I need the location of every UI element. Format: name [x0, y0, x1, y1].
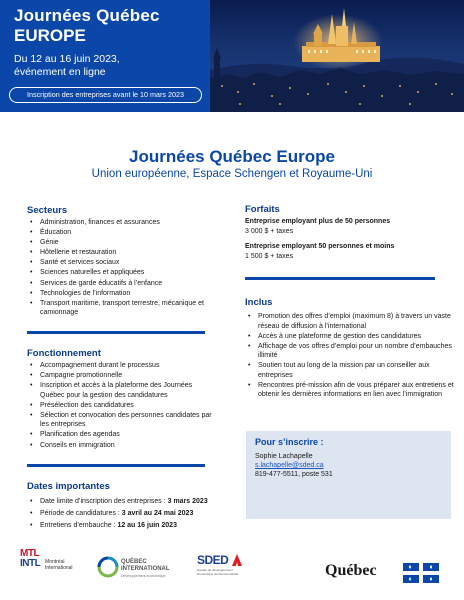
list-item: • Planification des agendas: [27, 430, 217, 440]
date-label: Date limite d’inscription des entreprises :: [40, 498, 168, 505]
contact-title: Pour s’inscrire :: [255, 437, 324, 447]
list-item: • Conseils en immigration: [27, 441, 217, 451]
contact-box: [246, 431, 451, 519]
qi-text: QUÉBEC: [121, 559, 147, 565]
list-item: • Santé et services sociaux: [27, 258, 217, 268]
sded-logo: [197, 553, 247, 589]
list-item: • Hôtellerie et restauration: [27, 248, 217, 258]
qi-text: Développement économique: [121, 574, 166, 578]
plan-price: 1 500 $ + taxes: [245, 253, 294, 260]
montreal-international-logo: [20, 549, 80, 585]
quebec-government-logo: [325, 562, 445, 586]
plan-name: Entreprise employant 50 personnes et moins: [245, 243, 395, 250]
banner-event-type: événement en ligne: [14, 66, 106, 78]
list-item: • Administration, finances et assurances: [27, 218, 217, 228]
list-item: • Rencontres pré-mission afin de vous préparer aux entretiens et obtenir les dernières informations en lien avec l’immigration: [245, 381, 455, 400]
page-title: Journées Québec Europe: [129, 147, 335, 166]
secteurs-title: Secteurs: [27, 205, 68, 216]
date-label: Période de candidatures :: [40, 509, 122, 517]
city-skyline-illustration: [210, 0, 464, 112]
list-item: • Sciences naturelles et appliquées: [27, 268, 217, 278]
quebec-international-logo: [97, 556, 182, 588]
list-item: • Soutien tout au long de la mission par un conseiller aux entreprises: [245, 361, 455, 380]
list-item: • Promotion des offres d’emploi (maximum 8) à travers un vaste réseau de diffusion à l’international: [245, 312, 455, 331]
secteurs-list: [27, 218, 217, 318]
section-divider: [27, 464, 205, 467]
mtl-text: International: [45, 565, 73, 571]
inclus-list: [245, 312, 455, 400]
list-item: • Campagne promotionnelle: [27, 371, 217, 381]
registration-deadline-badge: Inscription des entreprises avant le 10 mars 2023: [9, 87, 202, 103]
banner: [0, 0, 464, 112]
list-item: [27, 509, 242, 519]
list-item: • Présélection des candidatures: [27, 401, 217, 411]
forfaits-title: Forfaits: [245, 204, 280, 215]
list-item: • Sélection et convocation des personnes candidates par les entreprises: [27, 411, 217, 430]
qi-swirl-icon: [97, 556, 119, 578]
qi-text: INTERNATIONAL: [121, 566, 170, 572]
dates-title: Dates importantes: [27, 481, 110, 492]
list-item: • Éducation: [27, 228, 217, 238]
banner-title-europe: EUROPE: [14, 26, 86, 45]
mtl-text: Montréal: [45, 559, 65, 565]
banner-dates: Du 12 au 16 juin 2023,: [14, 53, 120, 65]
date-value: 3 mars 2023: [167, 498, 208, 505]
list-item: • Accompagnement durant le processus: [27, 361, 217, 371]
contact-email-link[interactable]: s.lachapelle@sded.ca: [255, 462, 324, 469]
dates-list: [27, 497, 242, 533]
section-divider: [27, 331, 205, 334]
banner-panel: [0, 0, 210, 112]
section-divider: [245, 277, 435, 280]
quebec-wordmark: Québec: [325, 562, 377, 579]
list-item: • Affichage de vos offres d’emploi pour un nombre d’embauches illimité: [245, 342, 455, 361]
list-item: • Services de garde éducatifs à l’enfance: [27, 279, 217, 289]
prague-night-photo: [210, 0, 464, 112]
fonctionnement-list: [27, 361, 217, 451]
list-item: • Inscription et accès à la plateforme des Journées Québec pour la gestion des candidatures: [27, 381, 217, 400]
sded-subtitle: Société de développement économique de Drummondville: [197, 568, 239, 576]
inclus-title: Inclus: [245, 297, 273, 308]
quebec-flag-icon: [403, 563, 439, 583]
list-item: [27, 497, 242, 507]
mtl-mark: MTL: [20, 548, 40, 559]
plan-name: Entreprise employant plus de 50 personnes: [245, 218, 391, 225]
date-label: Entretiens d’embauche :: [40, 521, 118, 529]
forfaits-list: [245, 217, 453, 267]
list-item: [27, 521, 242, 531]
fonctionnement-title: Fonctionnement: [27, 348, 101, 359]
contact-name: Sophie Lachapelle: [255, 453, 313, 460]
page-subtitle: Union européenne, Espace Schengen et Royaume-Uni: [91, 168, 373, 180]
contact-phone: 819-477-5511, poste 531: [255, 471, 333, 478]
list-item: • Accès à une plateforme de gestion des candidatures: [245, 332, 455, 342]
list-item: • Génie: [27, 238, 217, 248]
banner-title: Journées Québec: [14, 6, 160, 25]
plan-price: 3 000 $ + taxes: [245, 228, 294, 235]
intl-mark: INTL: [20, 558, 41, 569]
date-value: 3 avril au 24 mai 2023: [121, 509, 194, 517]
sded-arrow-icon: [232, 554, 242, 566]
list-item: • Technologies de l’information: [27, 289, 217, 299]
list-item: • Transport maritime, transport terrestre, mécanique et camionnage: [27, 299, 217, 318]
sded-mark: SDED: [197, 553, 229, 567]
date-value: 12 au 16 juin 2023: [117, 521, 177, 529]
